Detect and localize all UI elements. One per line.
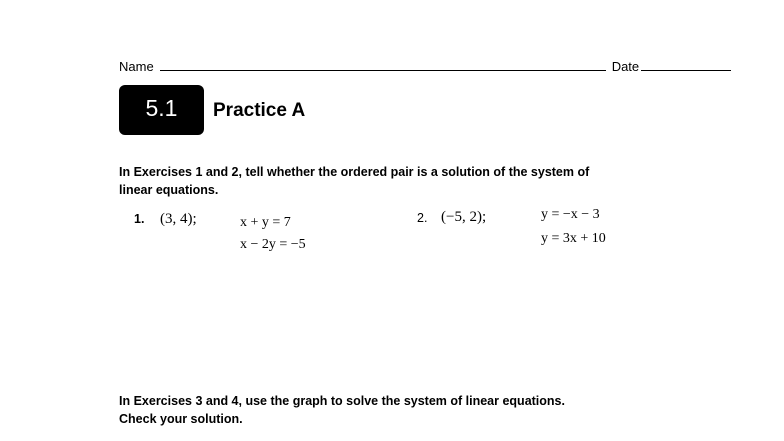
name-blank-line[interactable]: [160, 58, 606, 71]
name-label: Name: [119, 59, 154, 74]
exercise-1-ordered-pair: (3, 4);: [160, 211, 197, 227]
exercise-1-number: 1.: [134, 212, 145, 226]
instructions-exercises-1-2: In Exercises 1 and 2, tell whether the ordered pair is a solution of the system of linear equations.: [119, 165, 590, 197]
section-number: 5.1: [145, 94, 178, 121]
date-label: Date: [611, 59, 640, 74]
exercise-2-equation-1: y = −x − 3: [541, 207, 600, 222]
exercise-2-equation-2: y = 3x + 10: [541, 231, 606, 246]
instructions-exercises-3-4: In Exercises 3 and 4, use the graph to solve the system of linear equations. Check your solution.: [119, 394, 565, 426]
header-row: [119, 56, 731, 74]
exercise-2-number: 2.: [417, 211, 428, 225]
exercise-1-equation-2: x − 2y = −5: [240, 237, 306, 252]
exercise-1-equation-1: x + y = 7: [240, 215, 291, 230]
section-title: Practice A: [213, 100, 306, 121]
section-number-badge: [119, 85, 204, 135]
exercise-2-ordered-pair: (−5, 2);: [441, 209, 487, 225]
date-blank-line[interactable]: [641, 58, 731, 71]
